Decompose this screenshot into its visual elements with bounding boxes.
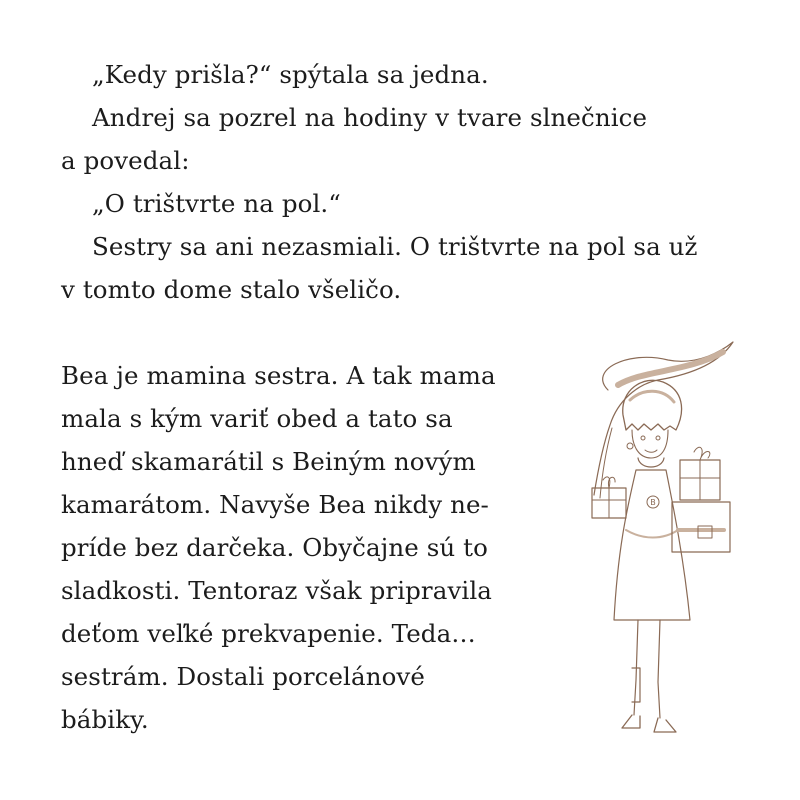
dialogue-line-4: „O trištvrte na pol.“ [92,189,341,218]
top-gift-ribbon [680,447,720,500]
scarf-shading [618,352,723,385]
paragraph-line-9: bábiky. [61,705,149,734]
paragraph-line-1: Bea je mamina sestra. A tak mama [61,361,496,390]
paragraph-line-2: mala s kým variť obed a tato sa [61,404,453,433]
left-eye [641,436,645,440]
dress-shading [626,530,678,538]
dialogue-line-5: Sestry sa ani nezasmiali. O trištvrte na pol sa už [92,232,698,261]
left-shoe [622,715,640,728]
paragraph-line-8: sestrám. Dostali porcelánové [61,662,425,691]
mouth [645,450,657,452]
illustration-bea-with-gifts [548,330,748,740]
dialogue-line-1: „Kedy prišla?“ spýtala sa jedna. [92,60,489,89]
small-gift-ribbon [592,477,626,518]
right-shoe [654,718,676,732]
paragraph-line-7: deťom veľké prekvapenie. Teda… [61,619,476,648]
dialogue-line-2: Andrej sa pozrel na hodiny v tvare slnečnice [92,103,648,132]
face-outline [632,430,668,458]
scarf-shape [594,342,733,495]
paragraph-line-5: príde bez darčeka. Obyčajne sú to [61,533,488,562]
dialogue-line-6: v tomto dome stalo všeličo. [61,275,402,304]
bea-drawing [548,330,748,740]
right-leg [658,620,660,718]
dialogue-line-3: a povedal: [61,146,190,175]
neck-scarf [638,458,664,467]
bottom-gift-box [672,502,730,552]
paragraph-line-6: sladkosti. Tentoraz však pripravila [61,576,492,605]
badge-letter: B [650,498,656,507]
paragraph-line-3: hneď skamarátil s Beiným novým [61,447,476,476]
hair-shape [623,380,682,430]
right-eye [656,436,660,440]
paragraph-line-4: kamarátom. Navyše Bea nikdy ne- [61,490,489,519]
hair-shading [630,391,674,402]
earring [627,443,633,449]
